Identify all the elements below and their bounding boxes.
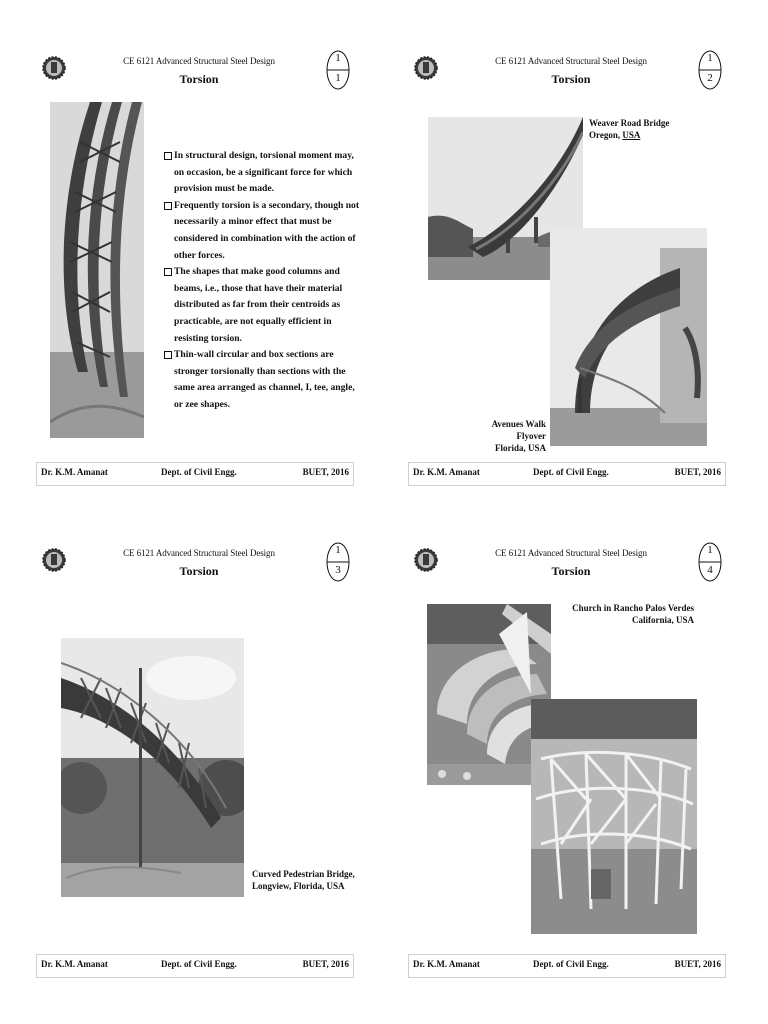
- slide-number-badge: [326, 50, 350, 90]
- slide-number: 4: [707, 564, 713, 576]
- course-title: CE 6121 Advanced Structural Steel Design: [123, 548, 275, 558]
- slide-number-badge: [698, 50, 722, 90]
- footer-dept: Dept. of Civil Engg.: [533, 467, 609, 477]
- slide-footer: [36, 462, 354, 486]
- curved-pedestrian-bridge-photo: [61, 638, 244, 897]
- chapter-number: 1: [707, 544, 713, 556]
- caption-church-rancho-palos-verdes: Church in Rancho Palos Verdes California, USA: [572, 603, 694, 625]
- caption-weaver-road-bridge: Weaver Road Bridge Oregon, USA: [589, 118, 670, 140]
- caption-avenues-walk-flyover: Avenues Walk Flyover Florida, USA: [491, 419, 546, 453]
- slide-footer: [408, 954, 726, 978]
- slide-footer: [408, 462, 726, 486]
- footer-institution: BUET, 2016: [302, 959, 349, 969]
- footer-dept: Dept. of Civil Engg.: [161, 467, 237, 477]
- slide-title: Torsion: [551, 564, 591, 578]
- chapter-number: 1: [707, 52, 713, 64]
- slide-number: 3: [335, 564, 341, 576]
- church-steel-frame-photo: [531, 699, 697, 934]
- checkbox-bullet-icon: [164, 202, 172, 210]
- slide-2: [408, 38, 734, 486]
- course-title: CE 6121 Advanced Structural Steel Design: [495, 548, 647, 558]
- footer-institution: BUET, 2016: [674, 467, 721, 477]
- checkbox-bullet-icon: [164, 152, 172, 160]
- slide-number-badge: [326, 542, 350, 582]
- slide-4: [408, 530, 734, 978]
- footer-institution: BUET, 2016: [302, 467, 349, 477]
- slide-title: Torsion: [179, 72, 219, 86]
- footer-author: Dr. K.M. Amanat: [413, 467, 480, 477]
- slide-footer: [36, 954, 354, 978]
- slide-number: 2: [707, 72, 713, 84]
- course-title: CE 6121 Advanced Structural Steel Design: [495, 56, 647, 66]
- footer-dept: Dept. of Civil Engg.: [161, 959, 237, 969]
- slide-number-badge: [698, 542, 722, 582]
- footer-author: Dr. K.M. Amanat: [413, 959, 480, 969]
- slide-title: Torsion: [551, 72, 591, 86]
- list-item: The shapes that make good columns and beams, i.e., those that have their material distributed as far from their centroids as practicable, are not equally efficient in resisting torsion.: [164, 264, 360, 347]
- slide-3: [36, 530, 362, 978]
- list-item: Frequently torsion is a secondary, though not necessarily a minor effect that must be considered in combination with the action of other forces.: [164, 198, 360, 264]
- checkbox-bullet-icon: [164, 351, 172, 359]
- footer-author: Dr. K.M. Amanat: [41, 959, 108, 969]
- avenues-walk-flyover-photo: [550, 228, 707, 446]
- footer-author: Dr. K.M. Amanat: [41, 467, 108, 477]
- curved-bridge-photo: [50, 102, 144, 438]
- footer-institution: BUET, 2016: [674, 959, 721, 969]
- bullet-list: [164, 148, 360, 414]
- course-title: CE 6121 Advanced Structural Steel Design: [123, 56, 275, 66]
- slide-title: Torsion: [179, 564, 219, 578]
- chapter-number: 1: [335, 52, 341, 64]
- slide-1: [36, 38, 362, 486]
- footer-dept: Dept. of Civil Engg.: [533, 959, 609, 969]
- caption-curved-pedestrian-bridge: Curved Pedestrian Bridge, Longview, Florida, USA: [252, 869, 355, 891]
- checkbox-bullet-icon: [164, 268, 172, 276]
- slide-number: 1: [335, 72, 341, 84]
- list-item: Thin-wall circular and box sections are stronger torsionally than sections with the same area arranged as channel, I, tee, angle, or zee shapes.: [164, 347, 360, 413]
- list-item: In structural design, torsional moment may, on occasion, be a significant force for which provision must be made.: [164, 148, 360, 198]
- chapter-number: 1: [335, 544, 341, 556]
